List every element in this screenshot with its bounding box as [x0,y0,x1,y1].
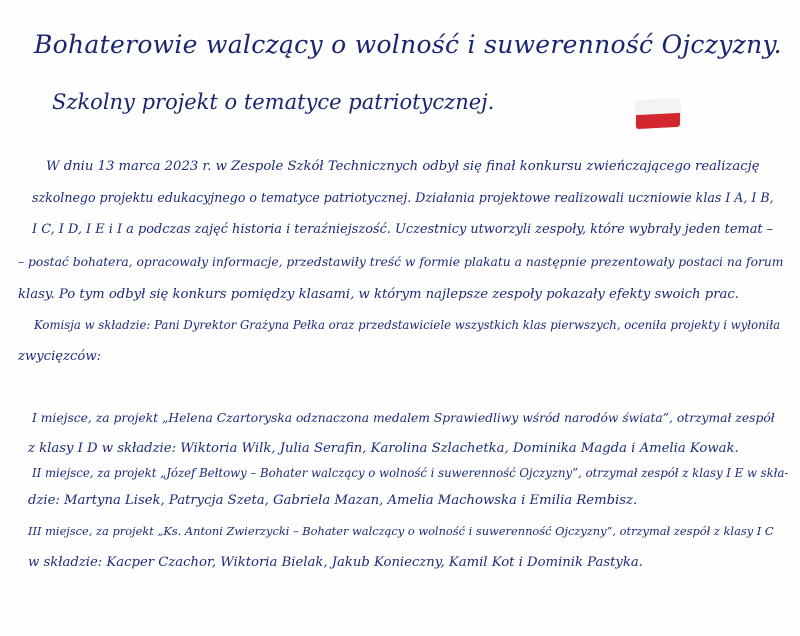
result-line-first-place: I miejsce, za projekt „Helena Czartoryska odznaczona medalem Sprawiedliwy wśród narodów świata”, otrzymał zespół [32,411,775,425]
paragraph-line: Komisja w składzie: Pani Dyrektor Grażyna Pełka oraz przedstawiciele wszystkich klas pierwszych, oceniła projekty i wyłoniła [34,318,781,332]
paragraph-line: – postać bohatera, opracowały informacje, przedstawiły treść w formie plakatu a następnie prezentowały postaci na forum [18,255,784,269]
result-line-third-place: III miejsce, za projekt „Ks. Antoni Zwierzycki – Bohater walczący o wolność i suwerenność Ojczyzny”, otrzymał zespół z klasy I C [28,524,774,538]
page-title: Bohaterowie walczący o wolność i suwerenność Ojczyzny. [34,30,782,59]
paragraph-line: klasy. Po tym odbył się konkurs pomiędzy klasami, w którym najlepsze zespoły pokazały efekty swoich prac. [18,287,739,302]
paragraph-line: szkolnego projektu edukacyjnego o tematyce patriotycznej. Działania projektowe realizowali uczniowie klas I A, I B, [32,190,774,205]
result-line-first-place-team: z klasy I D w składzie: Wiktoria Wilk, Julia Serafin, Karolina Szlachetka, Dominika Magda i Amelia Kowak. [28,441,739,456]
polish-flag-icon [636,99,680,129]
paragraph-line: I C, I D, I E i I a podczas zajęć historia i teraźniejszość. Uczestnicy utworzyli zespoły, które wybrały jeden temat – [32,222,774,237]
paragraph-line: W dniu 13 marca 2023 r. w Zespole Szkół Technicznych odbył się finał konkursu zwieńczającego realizację [46,159,760,174]
result-line-second-place-team: dzie: Martyna Lisek, Patrycja Szeta, Gabriela Mazan, Amelia Machowska i Emilia Rembisz. [28,493,638,508]
result-line-second-place: II miejsce, za projekt „Józef Bełtowy – Bohater walczący o wolność i suwerenność Ojczyzny”, otrzymał zespół z klasy I E w skła- [32,466,789,480]
paragraph-line: zwycięzców: [18,349,102,364]
flag-red-stripe [636,113,680,129]
page-subtitle: Szkolny projekt o tematyce patriotycznej. [52,90,495,114]
result-line-third-place-team: w składzie: Kacper Czachor, Wiktoria Bielak, Jakub Konieczny, Kamil Kot i Dominik Pastyka. [28,555,643,570]
